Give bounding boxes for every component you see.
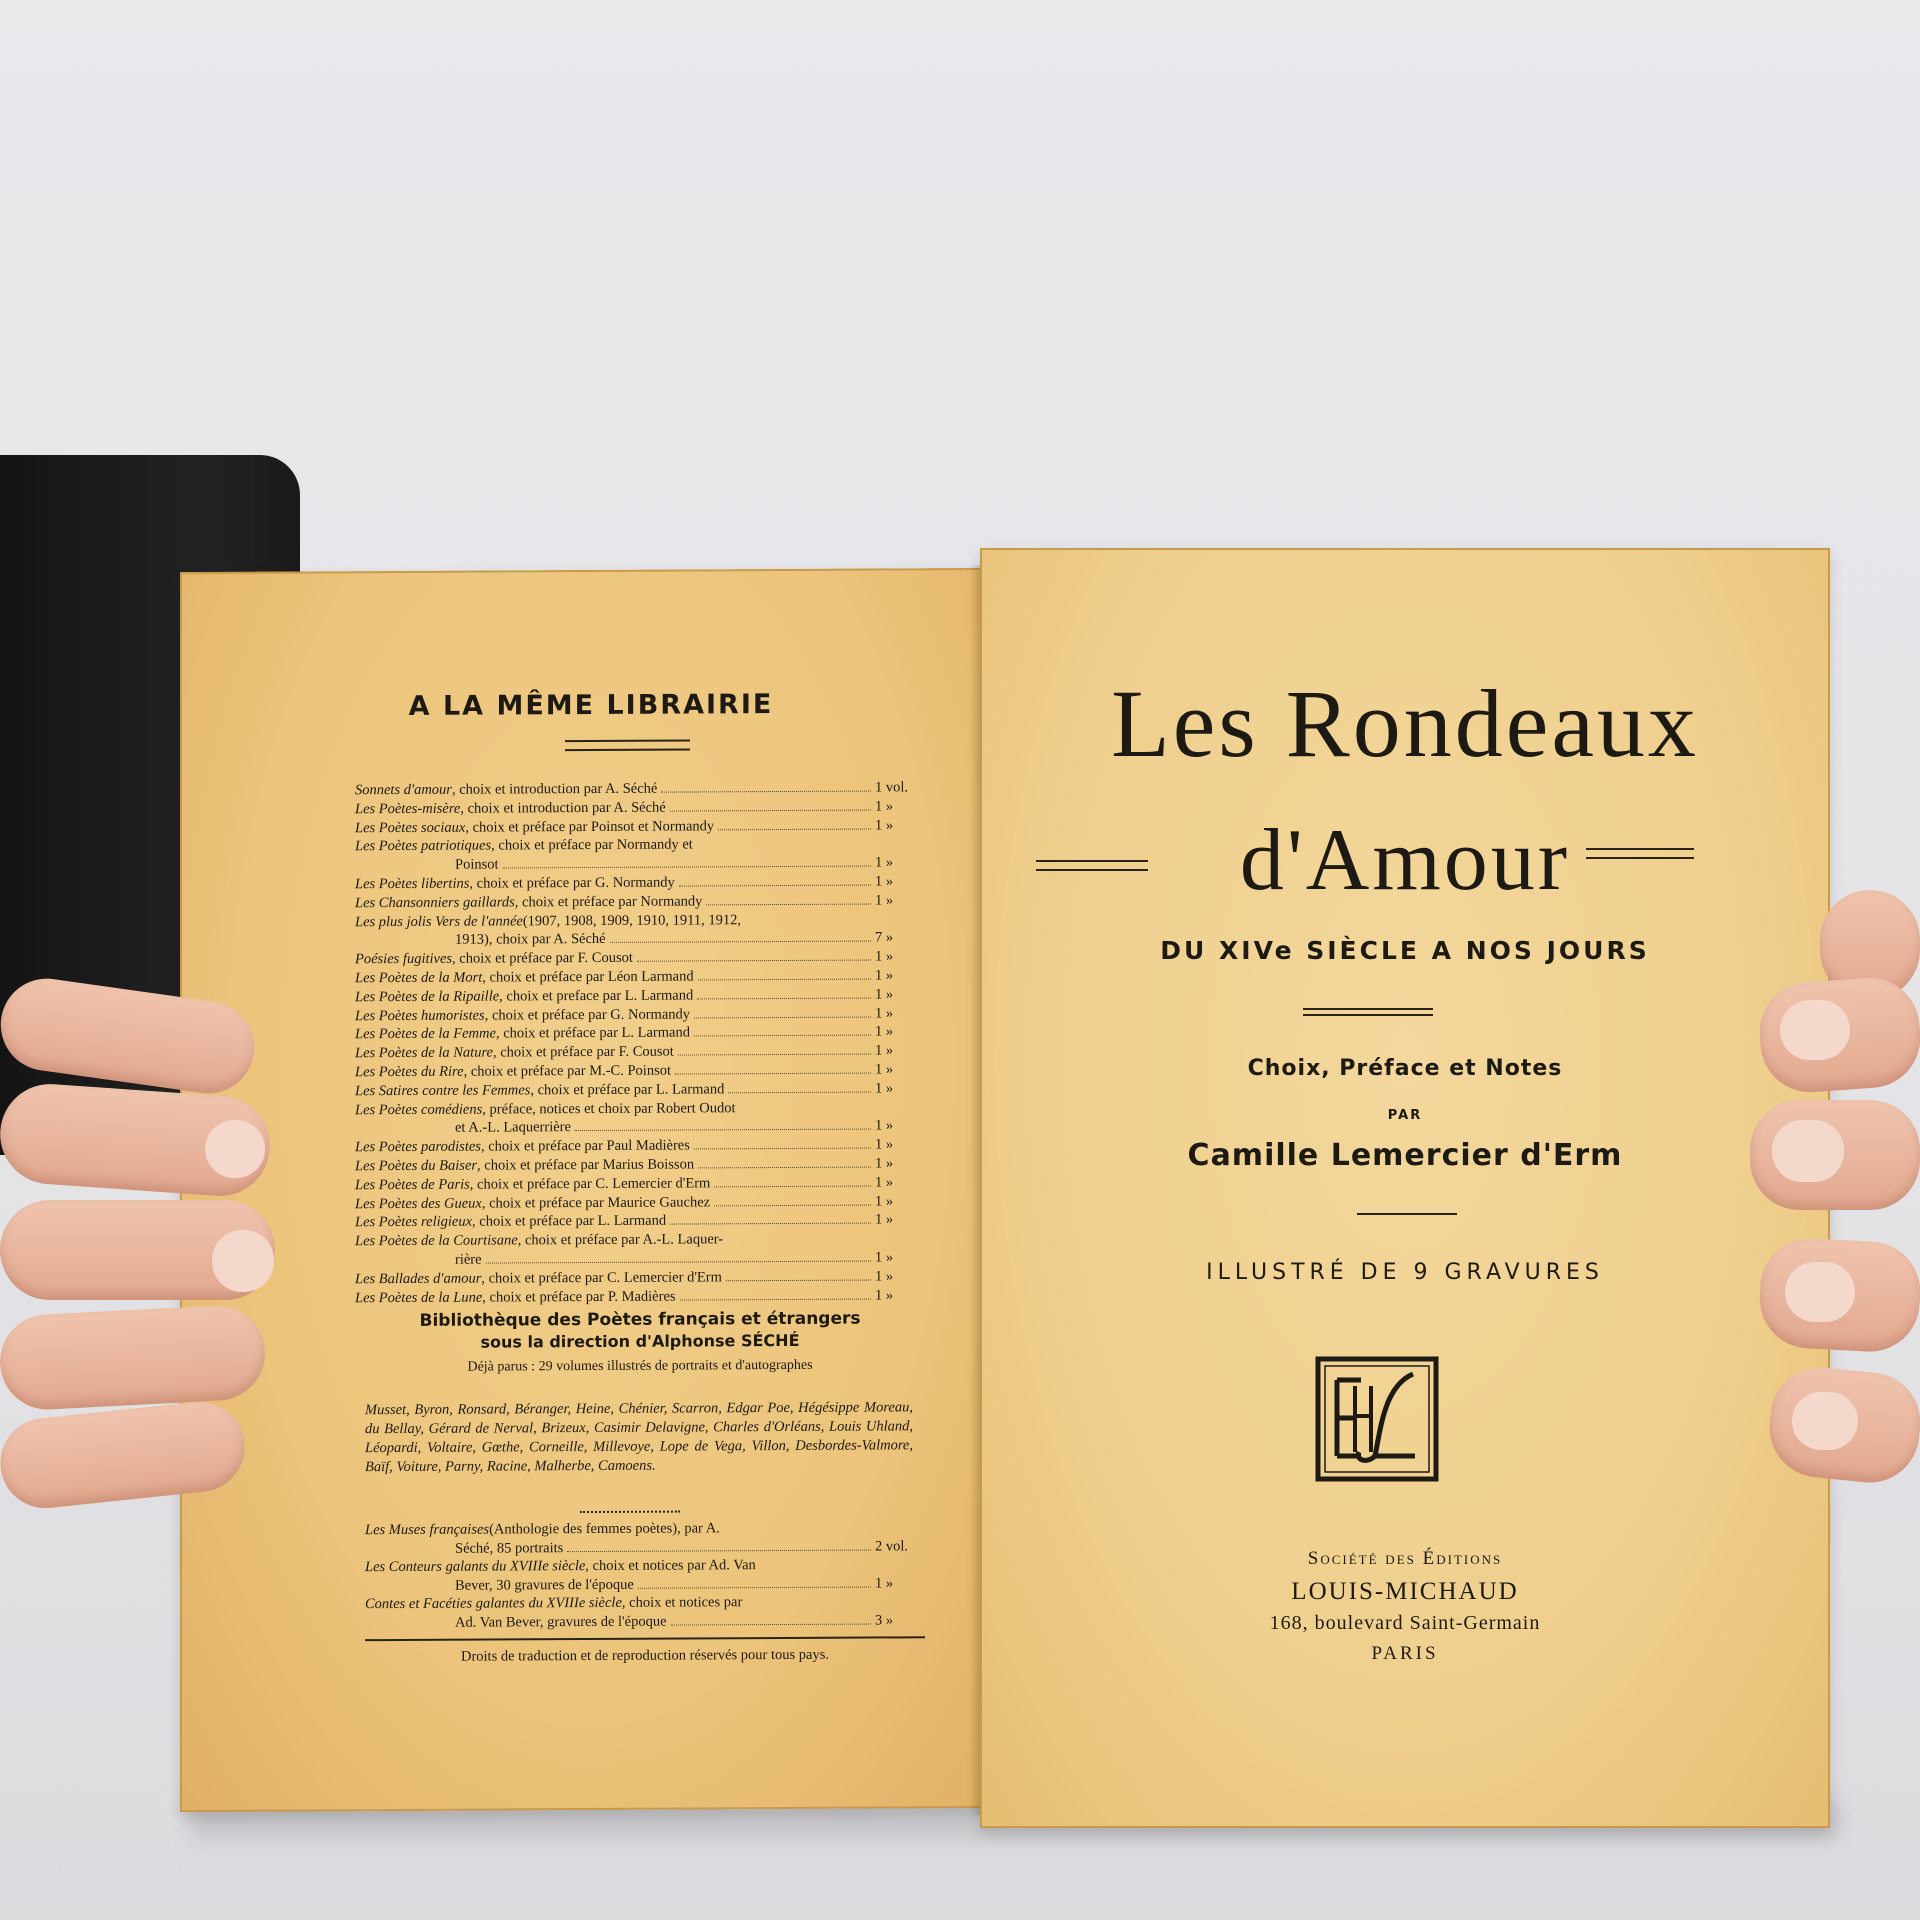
entry-title: Contes et Facéties galantes du XVIIIe siècle <box>365 1594 622 1613</box>
entry-detail: , choix et préface par L. Larmand <box>530 1081 725 1099</box>
catalog-entry <box>365 1611 925 1632</box>
entry-title: Les Poètes de la Courtisane <box>355 1232 518 1250</box>
entry-count: 1 » <box>875 873 894 890</box>
entry-count: 1 » <box>875 1211 894 1228</box>
entry-title: Les Poètes de la Nature <box>355 1044 493 1062</box>
entry-count: 1 » <box>875 1080 894 1097</box>
entry-detail: , choix et préface par F. Cousot <box>452 949 633 967</box>
entry-count: 1 » <box>875 1061 894 1078</box>
entry-detail: , choix et préface par Marius Boisson <box>477 1156 695 1174</box>
entry-detail: , choix et préface par Maurice Gauchez <box>481 1193 711 1212</box>
entry-count: 1 » <box>875 1286 894 1304</box>
entry-count: 1 » <box>875 1268 894 1285</box>
title-line-1: Les Rondeaux <box>1111 670 1699 777</box>
right-page <box>980 548 1830 1828</box>
left-page <box>180 568 1002 1812</box>
entry-count: 1 » <box>875 798 894 815</box>
entry-title: Les Poètes du Baiser <box>355 1157 478 1175</box>
entry-detail: 1913), choix par A. Séché <box>455 931 606 949</box>
dot-leader <box>675 1072 871 1074</box>
entry-count: 1 » <box>875 817 894 834</box>
left-nail-2 <box>212 1230 274 1292</box>
more-list <box>365 1518 925 1632</box>
entry-count: 1 » <box>875 1249 894 1266</box>
entry-title: Les Muses françaises <box>365 1521 490 1539</box>
entry-count: 1 » <box>875 986 894 1003</box>
entry-detail: rière <box>455 1251 482 1268</box>
entry-title: Les Poètes de la Ripaille <box>355 988 500 1006</box>
entry-count: 1 vol. <box>875 779 909 796</box>
entry-detail: , choix et préface par C. Lemercier d'Erm <box>469 1175 711 1193</box>
entry-detail: , choix et préface par Normandy et <box>491 836 693 854</box>
dot-leader <box>670 1223 871 1225</box>
subtitle-rule <box>1303 1008 1433 1016</box>
entry-detail: , choix et préface par Léon Larmand <box>482 968 694 986</box>
entry-count: 7 » <box>875 929 894 946</box>
entry-count: 1 » <box>875 1136 894 1153</box>
entry-detail: , choix et préface par F. Cousot <box>493 1043 674 1061</box>
dot-leader <box>697 997 871 999</box>
heading-double-rule <box>565 739 690 751</box>
entry-count: 1 » <box>875 1004 894 1022</box>
entry-count: 1 » <box>875 1574 894 1592</box>
right-nail-3 <box>1785 1262 1855 1322</box>
dot-leader <box>661 791 871 793</box>
entry-detail: , choix et préface par Normandy <box>514 893 703 911</box>
entry-detail: , choix et préface par A.-L. Laquer- <box>517 1231 724 1249</box>
entry-detail: , choix et préface par G. Normandy <box>469 874 675 892</box>
entry-detail: (Anthologie des femmes poètes), par A. <box>489 1520 720 1538</box>
entry-detail: , choix et préface par L. Larmand <box>495 1024 690 1042</box>
entry-detail: Séché, 85 portraits <box>455 1539 564 1557</box>
entry-count: 1 » <box>875 1192 894 1210</box>
entry-count: 3 » <box>875 1611 894 1629</box>
publisher-city: PARIS <box>1371 1643 1439 1664</box>
title-rule-right <box>1586 848 1694 859</box>
left-finger-4 <box>0 1303 267 1412</box>
entry-count: 1 » <box>875 967 894 984</box>
dot-leader <box>638 1586 871 1588</box>
entry-detail: , préface, notices et choix par Robert Oudot <box>482 1099 736 1118</box>
entry-title: Les Poètes parodistes <box>355 1138 481 1156</box>
bottom-rule <box>365 1636 925 1641</box>
entry-title: Les plus jolis Vers de l'année <box>355 912 523 930</box>
entry-title: Poésies fugitives <box>355 950 453 968</box>
entry-title: Les Poètes patriotiques <box>355 837 492 855</box>
entry-count: 1 » <box>875 1117 894 1134</box>
dot-leader <box>610 941 871 943</box>
entry-title: Les Poètes comédiens <box>355 1101 483 1118</box>
entry-title: Les Poètes de la Femme <box>355 1025 496 1043</box>
dot-leader <box>670 809 871 811</box>
entry-title: Les Poètes de Paris <box>355 1176 470 1193</box>
entry-title: Les Conteurs galants du XVIIIe siècle <box>365 1558 586 1576</box>
dot-leader <box>694 1016 871 1018</box>
title-line-2: d'Amour <box>1239 812 1571 909</box>
entry-title: Les Poètes des Gueux <box>355 1195 482 1212</box>
dot-leader <box>714 1185 871 1187</box>
par-line: PAR <box>1387 1108 1423 1123</box>
entry-detail: , choix et notices par <box>621 1594 743 1611</box>
entry-title: Les Poètes de la Mort <box>355 969 483 987</box>
entry-detail: , choix et préface par C. Lemercier d'Erm <box>481 1269 722 1287</box>
catalog-heading: A LA MÊME LIBRAIRIE <box>408 689 774 722</box>
entry-count: 1 » <box>875 892 894 909</box>
dot-leader <box>503 866 871 869</box>
publisher-address: 168, boulevard Saint-Germain <box>1269 1612 1541 1634</box>
entry-title: Les Poètes-misère <box>355 800 461 818</box>
catalog-entry <box>355 1286 915 1308</box>
publisher-monogram-icon <box>1315 1356 1439 1482</box>
bib-title: Bibliothèque des Poètes français et étrangers <box>419 1308 861 1331</box>
rights-note: Droits de traduction et de reproduction réservés pour tous pays. <box>460 1646 830 1665</box>
bib-parus: Déjà parus : 29 volumes illustrés de portraits et d'autographes <box>467 1357 813 1375</box>
publisher-line-2: LOUIS-MICHAUD <box>1291 1578 1519 1605</box>
entry-detail: et A.-L. Laquerrière <box>455 1119 571 1137</box>
entry-detail: Ad. Van Bever, gravures de l'époque <box>455 1613 667 1631</box>
dot-leader <box>698 1166 871 1168</box>
entry-title: Les Poètes libertins <box>355 875 470 893</box>
bibliotheque-block <box>350 1308 930 1376</box>
dot-leader <box>706 903 871 905</box>
entry-count: 1 » <box>875 854 894 871</box>
entry-count: 1 » <box>875 948 894 965</box>
entry-detail: Bever, 30 gravures de l'époque <box>455 1576 634 1594</box>
entry-title: Sonnets d'amour <box>355 781 452 799</box>
entry-detail: , choix et introduction par A. Séché <box>460 799 666 817</box>
entry-detail: , choix et préface par Paul Madières <box>480 1137 690 1155</box>
dot-leader <box>694 1148 871 1150</box>
entry-detail: , choix et introduction par A. Séché <box>451 780 658 798</box>
entry-detail: , choix et préface par Poinsot et Normandy <box>465 817 715 836</box>
dot-leader <box>698 979 871 981</box>
entry-detail: (1907, 1908, 1909, 1910, 1911, 1912, <box>522 911 741 929</box>
entry-title: Les Poètes religieux <box>355 1213 473 1231</box>
publisher-line-1: Société des Éditions <box>1307 1548 1503 1569</box>
dot-leader <box>718 828 871 830</box>
entry-detail: , choix et préface par G. Normandy <box>484 1006 691 1024</box>
entry-detail: , choix et preface par L. Larmand <box>499 987 694 1005</box>
dot-leader <box>728 1091 871 1093</box>
dot-leader <box>575 1129 871 1132</box>
entry-count: 1 » <box>875 1042 894 1059</box>
entry-detail: , choix et préface par M.-C. Poinsot <box>463 1062 671 1080</box>
entry-title: Les Satires contre les Femmes <box>355 1082 531 1099</box>
ornament-rule <box>580 1505 680 1514</box>
dot-leader <box>671 1623 871 1625</box>
illustrations-line: ILLUSTRÉ DE 9 GRAVURES <box>1206 1260 1604 1285</box>
dot-leader <box>567 1549 871 1552</box>
entry-count: 1 » <box>875 1174 894 1191</box>
subtitle: DU XIVe SIÈCLE A NOS JOURS <box>1160 936 1650 965</box>
entry-count: 1 » <box>875 1155 894 1172</box>
right-nail-1 <box>1780 1000 1850 1060</box>
entry-title: Les Poètes du Rire <box>355 1063 464 1081</box>
dot-leader <box>678 1054 871 1056</box>
bib-authors: Musset, Byron, Ronsard, Béranger, Heine, Chénier, Scarron, Edgar Poe, Hégésippe Moreau, du Bellay, Gérard de Nerval, Brizeux, Casimir Delavigne, Charles d'Orléans, Louis Uhland, Léopardi, Voltaire, Gœthe, Corneille, Millevoye, Lope de Vega, Villon, Desbordes-Valmore, Baïf, Voiture, Parny, Racine, Malherbe, Camoens. <box>365 1399 913 1476</box>
left-nail-1 <box>205 1120 265 1178</box>
bib-direction: sous la direction d'Alphonse SÉCHÉ <box>480 1330 800 1352</box>
author-name: Camille Lemercier d'Erm <box>1187 1138 1623 1173</box>
dot-leader <box>680 1298 871 1300</box>
choix-line: Choix, Préface et Notes <box>1247 1056 1563 1081</box>
entry-detail: , choix et notices par Ad. Van <box>585 1557 756 1575</box>
author-rule <box>1357 1213 1457 1215</box>
right-nail-4 <box>1792 1392 1858 1450</box>
entry-count: 2 vol. <box>875 1537 909 1555</box>
entry-detail: , choix et préface par L. Larmand <box>472 1212 667 1230</box>
entry-title: Les Poètes de la Lune <box>355 1289 483 1306</box>
dot-leader <box>486 1260 871 1263</box>
entry-detail: , choix et préface par P. Madières <box>482 1288 676 1306</box>
entry-count: 1 » <box>875 1023 894 1040</box>
dot-leader <box>714 1204 871 1206</box>
dot-leader <box>726 1279 871 1281</box>
entry-title: Les Ballades d'amour <box>355 1270 482 1287</box>
dot-leader <box>637 960 871 962</box>
dot-leader <box>694 1035 871 1037</box>
right-nail-2 <box>1772 1120 1844 1182</box>
entry-title: Les Poètes sociaux <box>355 819 466 836</box>
entry-detail: Poinsot <box>455 856 499 873</box>
entry-title: Les Poètes humoristes <box>355 1007 485 1024</box>
catalog-list <box>355 778 915 1307</box>
entry-title: Les Chansonniers gaillards <box>355 894 515 912</box>
dot-leader <box>679 885 871 887</box>
